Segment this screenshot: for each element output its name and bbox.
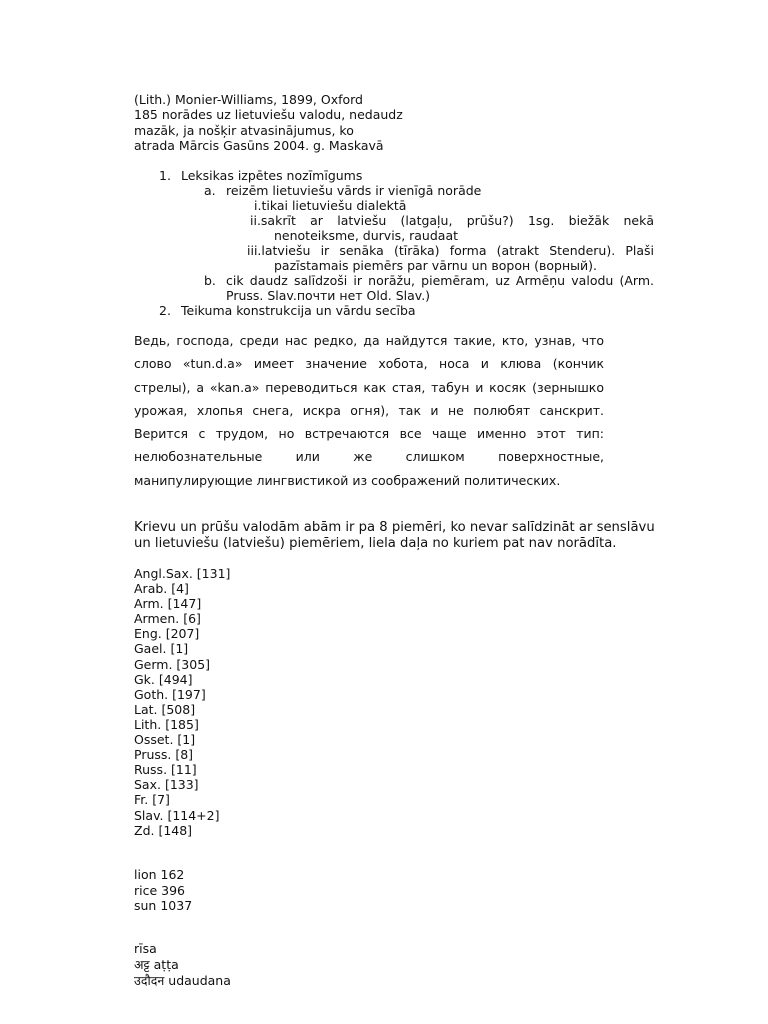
list-item: Lat. [508] (134, 701, 196, 717)
paragraph-line: урожая, хлопья снега, искра огня), так и не полюбят санскрит. (134, 402, 604, 418)
list-roman-item: iii.latviešu ir senāka (tīrāka) forma (atrakt Stenderu). Plaši (247, 243, 654, 258)
list-item: Fr. [7] (134, 792, 170, 808)
list-item-continuation: pazīstamais piemērs par vārnu un ворон (ворный). (274, 258, 597, 273)
list-item-text: cik daudz salīdzoši ir norāžu, piemēram, uz Armēņu valodu (Arm. (226, 273, 654, 288)
list-item: Gael. [1] (134, 641, 189, 657)
paragraph-line: Верится с трудом, но встречаются все чаще именно этот тип: (134, 426, 604, 442)
list-letter: b. (204, 273, 216, 288)
list-item: Eng. [207] (134, 626, 200, 642)
latvian-paragraph (134, 520, 655, 552)
paragraph-line: Krievu un prūšu valodām abām ir pa 8 piemēri, ko nevar salīdzināt ar senslāvu (134, 520, 655, 535)
sanskrit-word-list (134, 941, 231, 988)
list-item: lion 162 (134, 867, 185, 882)
list-item: Armen. [6] (134, 611, 201, 627)
list-item: Russ. [11] (134, 762, 197, 778)
list-item: Slav. [114+2] (134, 807, 220, 823)
paragraph-line: нелюбознательные или же слишком поверхностные, (134, 449, 604, 465)
list-item: Osset. [1] (134, 732, 196, 748)
russian-paragraph (134, 329, 604, 492)
list-number: 2. (159, 303, 171, 318)
paragraph-line: un lietuviešu (latviešu) piemēriem, liela daļa no kuriem pat nav norādīta. (134, 536, 617, 551)
paragraph-line: Ведь, господа, среди нас редко, да найдутся такие, кто, узнав, что (134, 333, 604, 348)
list-item: Sax. [133] (134, 777, 199, 793)
list-item: अट्ट aṭṭa (134, 956, 179, 972)
header-line: atrada Mārcis Gasūns 2004. g. Maskavā (134, 137, 384, 153)
list-item: Arm. [147] (134, 596, 202, 612)
paragraph-line: стрелы), а «kan.a» переводиться как стая, табун и косяк (зернышко (134, 379, 604, 395)
list-number: 1. (159, 168, 171, 183)
list-item: Goth. [197] (134, 686, 206, 702)
list-roman-item: i.tikai lietuviešu dialektā (254, 198, 407, 213)
list-item: उदौदन udaudana (134, 972, 231, 988)
list-item-text: reizēm lietuviešu vārds ir vienīgā norāde (226, 183, 482, 198)
word-count-list (134, 867, 192, 914)
header-line: (Lith.) Monier-Williams, 1899, Oxford (134, 92, 363, 107)
list-item: Germ. [305] (134, 656, 211, 672)
header-line: 185 norādes uz lietuviešu valodu, nedaudz (134, 107, 403, 123)
list-item-text: Leksikas izpētes nozīmīgums (181, 168, 363, 183)
list-letter: a. (204, 183, 216, 198)
list-item: Pruss. [8] (134, 747, 194, 763)
list-item-text: Teikuma konstrukcija un vārdu secība (181, 303, 416, 318)
list-item: rice 396 (134, 882, 186, 898)
list-item: sun 1037 (134, 898, 193, 913)
list-item-continuation: nenoteiksme, durvis, raudaat (274, 228, 459, 243)
language-count-list (134, 566, 230, 838)
list-item: Angl.Sax. [131] (134, 566, 231, 581)
list-item: Arab. [4] (134, 581, 189, 597)
header-line: mazāk, ja nošķir atvasinājumus, ko (134, 122, 354, 138)
paragraph-line: манипулирующие лингвистикой из соображений политических. (134, 472, 561, 488)
list-item: rīsa (134, 941, 157, 956)
header-block (134, 92, 403, 153)
list-item: Gk. [494] (134, 671, 193, 687)
list-item-continuation: Pruss. Slav.почти нет Old. Slav.) (226, 288, 431, 303)
list-roman-item: ii.sakrīt ar latviešu (latgaļu, prūšu?) 1sg. biežāk nekā (250, 213, 654, 228)
paragraph-line: слово «tun.d.a» имеет значение хобота, носа и клюва (кончик (134, 356, 604, 372)
list-item: Zd. [148] (134, 822, 193, 838)
list-item: Lith. [185] (134, 716, 199, 732)
